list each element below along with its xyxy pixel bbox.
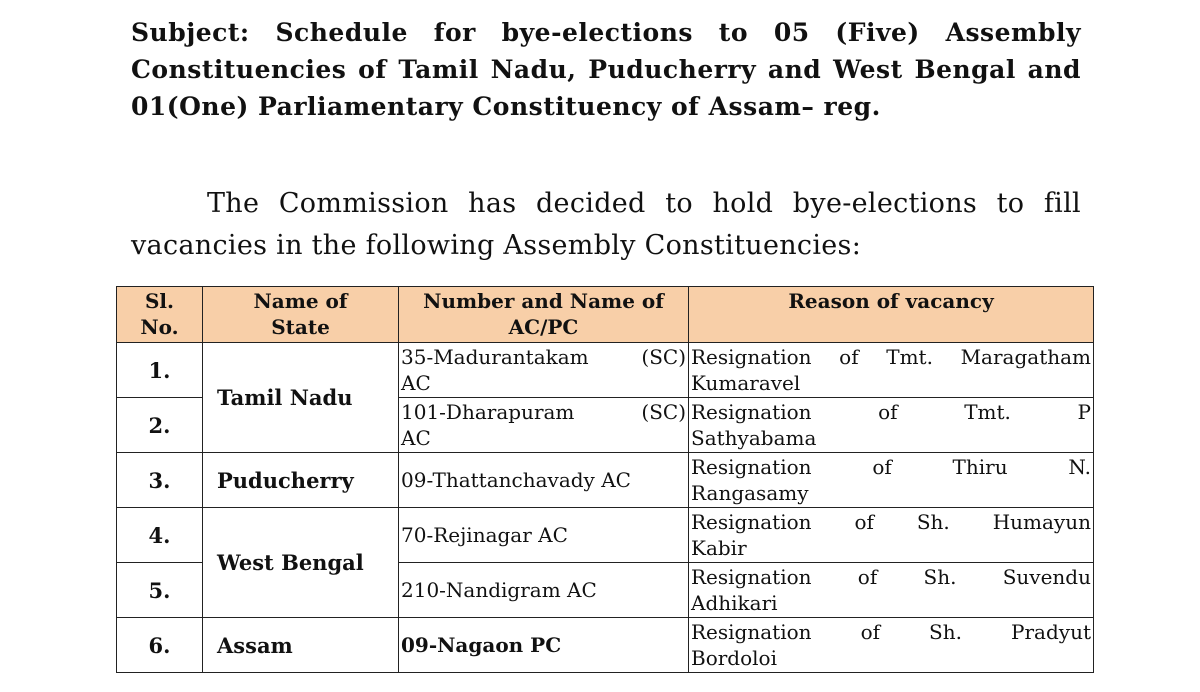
- reason-line2: Kabir: [691, 536, 747, 560]
- bye-election-schedule-table: [116, 286, 1094, 673]
- ac-cell: [399, 343, 689, 398]
- sl-cell: 3.: [117, 453, 203, 508]
- ac-cell: 70-Rejinagar AC: [399, 508, 689, 563]
- header-ac-pc: [399, 287, 689, 343]
- reason-cell: [689, 508, 1094, 563]
- state-cell-tamil-nadu: Tamil Nadu: [203, 343, 399, 453]
- header-state-line2: State: [271, 315, 330, 339]
- ac-line1: 35-Madurantakam (SC): [401, 345, 686, 369]
- ac-line2: AC: [401, 426, 431, 450]
- header-state: [203, 287, 399, 343]
- reason-cell: [689, 343, 1094, 398]
- ac-cell: 09-Thattanchavady AC: [399, 453, 689, 508]
- sl-cell: 1.: [117, 343, 203, 398]
- reason-cell: [689, 398, 1094, 453]
- header-reason-label: Reason of vacancy: [788, 289, 994, 313]
- header-ac-line1: Number and Name of: [423, 289, 664, 313]
- table-row: [117, 453, 1094, 508]
- header-reason: [689, 287, 1094, 343]
- ac-cell: [399, 398, 689, 453]
- reason-line2: Sathyabama: [691, 426, 817, 450]
- intro-text: The Commission has decided to hold bye-elections to fill vacancies in the following Assembly Constituencies:: [131, 188, 1081, 261]
- table-row: [117, 508, 1094, 563]
- sl-cell: 5.: [117, 563, 203, 618]
- state-cell-puducherry: Puducherry: [203, 453, 399, 508]
- reason-line1: Resignation of Thiru N.: [691, 455, 1091, 479]
- ac-line1: 101-Dharapuram (SC): [401, 400, 686, 424]
- reason-cell: [689, 563, 1094, 618]
- reason-line2: Kumaravel: [691, 371, 801, 395]
- header-sl-no: [117, 287, 203, 343]
- sl-cell: 6.: [117, 618, 203, 673]
- reason-line1: Resignation of Sh. Pradyut: [691, 620, 1091, 644]
- state-cell-west-bengal: West Bengal: [203, 508, 399, 618]
- table-row: [117, 343, 1094, 398]
- sl-cell: 4.: [117, 508, 203, 563]
- header-sl-line1: Sl.: [144, 289, 174, 313]
- state-cell-assam: Assam: [203, 618, 399, 673]
- header-state-line1: Name of: [253, 289, 348, 313]
- reason-line2: Rangasamy: [691, 481, 809, 505]
- reason-line1: Resignation of Tmt. Maragatham: [691, 345, 1091, 369]
- ac-cell: 09-Nagaon PC: [399, 618, 689, 673]
- reason-line1: Resignation of Tmt. P: [691, 400, 1091, 424]
- table-header-row: [117, 287, 1094, 343]
- reason-cell: [689, 453, 1094, 508]
- sl-cell: 2.: [117, 398, 203, 453]
- reason-line1: Resignation of Sh. Humayun: [691, 510, 1091, 534]
- reason-line2: Adhikari: [691, 591, 778, 615]
- ac-cell: 210-Nandigram AC: [399, 563, 689, 618]
- reason-line1: Resignation of Sh. Suvendu: [691, 565, 1091, 589]
- ac-line2: AC: [401, 371, 431, 395]
- intro-paragraph: [131, 183, 1081, 267]
- reason-cell: [689, 618, 1094, 673]
- table-row: [117, 618, 1094, 673]
- reason-line2: Bordoloi: [691, 646, 777, 670]
- header-sl-line2: No.: [140, 315, 179, 339]
- header-ac-line2: AC/PC: [508, 315, 579, 339]
- subject-heading: Subject: Schedule for bye-elections to 05 (Five) Assembly Constituencies of Tamil Nadu, Puducherry and West Bengal and 01(One) Parliamentary Constituency of Assam– reg.: [131, 18, 1081, 121]
